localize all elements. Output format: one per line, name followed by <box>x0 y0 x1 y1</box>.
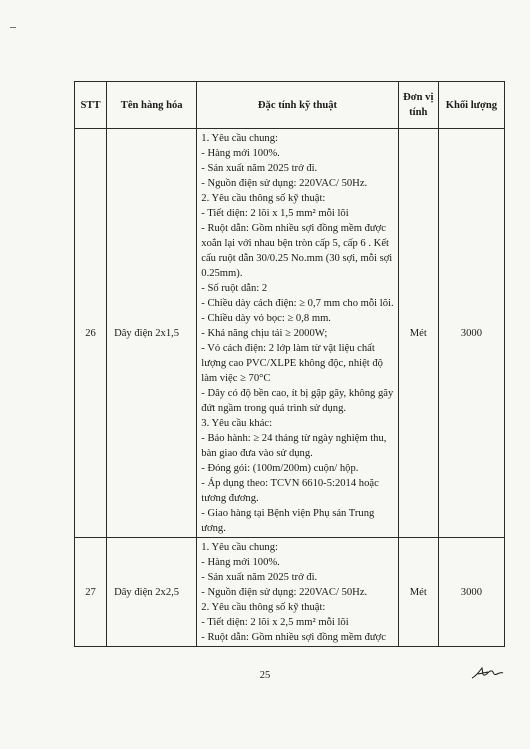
specification-table <box>74 81 505 647</box>
spec-line: - Ruột dẫn: Gồm nhiều sợi đồng mềm được xoắn lại với nhau bện tròn cấp 5, cấp 6 . Kết cấu ruột dẫn 30/0.25 No.mm (30 sợi, mỗi sợi 0.25mm). <box>201 223 393 279</box>
row-item-name: Dây điện 2x1,5 <box>107 129 197 538</box>
row-stt: 26 <box>75 129 107 538</box>
spec-line: - Số ruột dẫn: 2 <box>201 283 268 294</box>
row-spec-cell <box>197 129 398 538</box>
spec-line: 3. Yêu cầu khác: <box>201 418 273 429</box>
header-name: Tên hàng hóa <box>107 82 197 129</box>
spec-line: - Ruột dẫn: Gồm nhiều sợi đồng mềm được <box>201 632 386 643</box>
table-row <box>75 129 505 538</box>
spec-line: - Sản xuất năm 2025 trở đi. <box>201 163 318 174</box>
spec-line: - Giao hàng tại Bệnh viện Phụ sản Trung ương. <box>201 508 375 534</box>
spec-line: - Hàng mới 100%. <box>201 148 280 159</box>
header-stt: STT <box>75 82 107 129</box>
row-item-name: Dây điện 2x2,5 <box>107 538 197 647</box>
header-qty: Khối lượng <box>438 82 504 129</box>
row-quantity: 3000 <box>438 129 504 538</box>
spec-line: 2. Yêu cầu thông số kỹ thuật: <box>201 602 326 613</box>
table-row <box>75 538 505 647</box>
spec-line: 1. Yêu cầu chung: <box>201 542 278 553</box>
spec-line: - Sản xuất năm 2025 trở đi. <box>201 572 318 583</box>
spec-line: - Đóng gói: (100m/200m) cuộn/ hộp. <box>201 463 359 474</box>
row-quantity: 3000 <box>438 538 504 647</box>
spec-line: - Nguồn điện sử dụng: 220VAC/ 50Hz. <box>201 178 368 189</box>
spec-line: - Khả năng chịu tải ≥ 2000W; <box>201 328 328 339</box>
spec-line: - Áp dụng theo: TCVN 6610-5:2014 hoặc tương đương. <box>201 478 379 504</box>
spec-line: - Chiều dày cách điện: ≥ 0,7 mm cho mỗi lõi. <box>201 298 394 309</box>
spec-line: - Hàng mới 100%. <box>201 557 280 568</box>
spec-line: - Chiều dày vỏ bọc: ≥ 0,8 mm. <box>201 313 331 324</box>
row-unit: Mét <box>398 129 438 538</box>
spec-line: - Tiết diện: 2 lõi x 1,5 mm² mỗi lõi <box>201 208 349 219</box>
spec-line: 2. Yêu cầu thông số kỹ thuật: <box>201 193 326 204</box>
signature-mark <box>470 662 504 684</box>
spec-line: 1. Yêu cầu chung: <box>201 133 278 144</box>
header-spec: Đặc tính kỹ thuật <box>197 82 398 129</box>
spec-line: - Bảo hành: ≥ 24 tháng từ ngày nghiệm thu, bàn giao đưa vào sử dụng. <box>201 433 387 459</box>
row-unit: Mét <box>398 538 438 647</box>
spec-line: - Tiết diện: 2 lõi x 2,5 mm² mỗi lõi <box>201 617 349 628</box>
spec-line: - Nguồn điện sử dụng: 220VAC/ 50Hz. <box>201 587 368 598</box>
header-unit: Đơn vị tính <box>398 82 438 129</box>
spec-line: - Vỏ cách điện: 2 lớp làm từ vật liệu chất lượng cao PVC/XLPE không độc, nhiệt độ làm việc ≥ 70°C <box>201 343 383 384</box>
table-header-row <box>75 82 505 129</box>
row-stt: 27 <box>75 538 107 647</box>
spec-line: - Dây có độ bền cao, ít bị gập gãy, không gãy đứt ngầm trong quá trình sử dụng. <box>201 388 394 414</box>
page-number: 25 <box>259 670 271 681</box>
margin-mark <box>10 27 16 28</box>
row-spec-cell <box>197 538 398 647</box>
